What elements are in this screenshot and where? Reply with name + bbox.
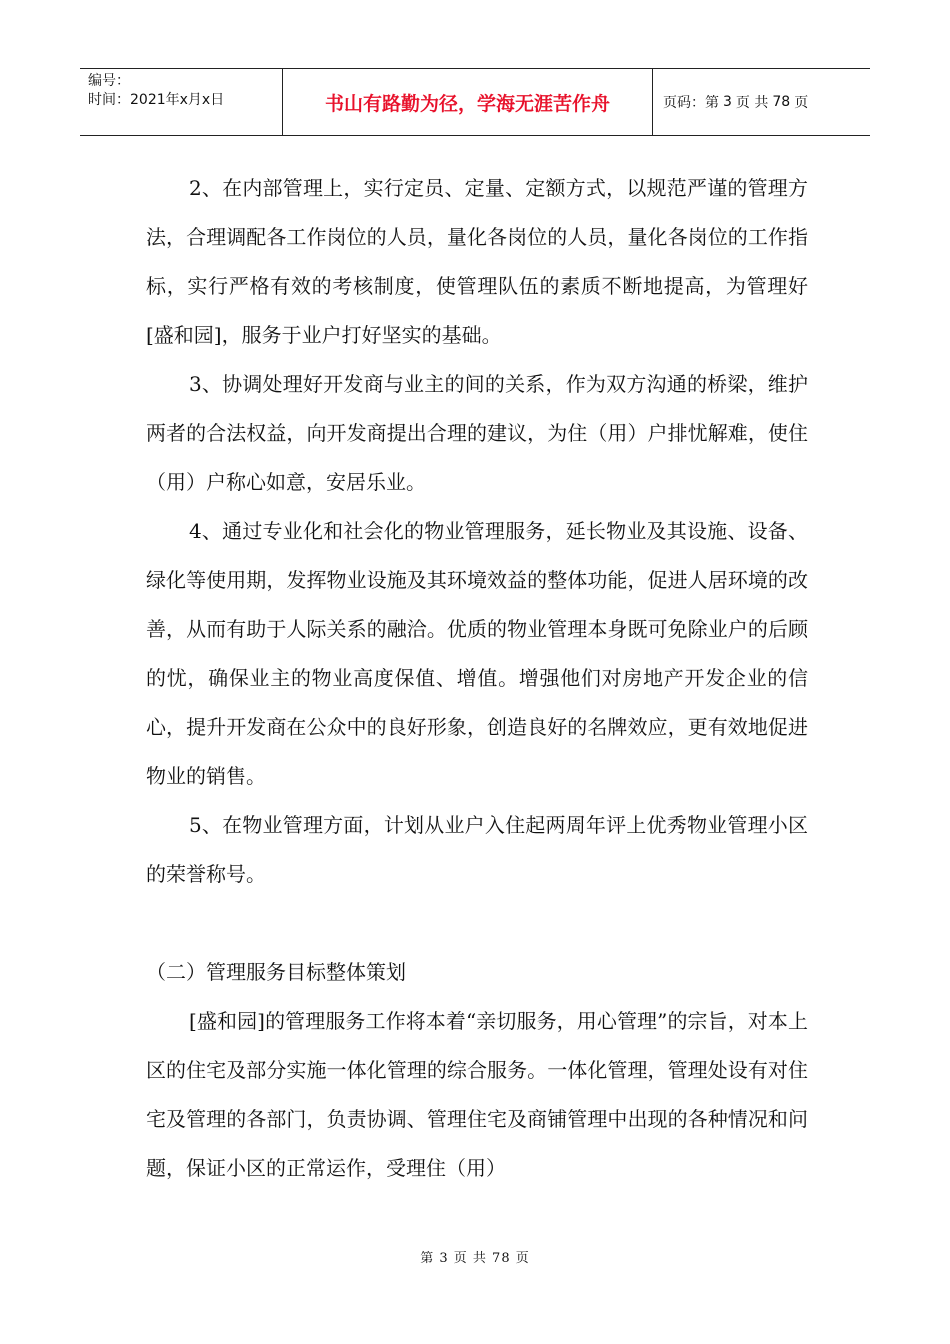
page-footer: 第 3 页 共 78 页	[420, 1251, 530, 1266]
page-header	[80, 68, 870, 136]
section-heading: （二）管理服务目标整体策划	[146, 960, 406, 984]
page-prefix: 页码：第	[663, 95, 719, 111]
document-time-label: 时间：2021年x月x日	[88, 92, 225, 108]
paragraph-4: 4、通过专业化和社会化的物业管理服务，延长物业及其设施、设备、绿化等使用期，发挥物业设施及其环境效益的整体功能，促进人居环境的改善，从而有助于人际关系的融洽。优质的物业管理本身既可免除业户的后顾的忧，确保业主的物业高度保值、增值。增强他们对房地产开发企业的信心，提升开发商在公众中的良好形象，创造良好的名牌效应，更有效地促进物业的销售。	[146, 519, 808, 788]
header-motto: 书山有路勤为径，学海无涯苦作舟	[282, 69, 653, 135]
section-paragraph: [盛和园]的管理服务工作将本着“亲切服务，用心管理”的宗旨，对本上区的住宅及部分实施一体化管理的综合服务。一体化管理，管理处设有对住宅及管理的各部门，负责协调、管理住宅及商铺管理中出现的各种情况和问题，保证小区的正常运作，受理住（用）	[146, 1009, 808, 1180]
document-body	[146, 164, 808, 1193]
page-suffix: 页	[794, 95, 809, 111]
paragraph-5: 5、在物业管理方面，计划从业户入住起两周年评上优秀物业管理小区的荣誉称号。	[146, 813, 808, 886]
paragraph-2: 2、在内部管理上，实行定员、定量、定额方式，以规范严谨的管理方法，合理调配各工作岗位的人员，量化各岗位的人员，量化各岗位的工作指标，实行严格有效的考核制度，使管理队伍的素质不断地提高，为管理好[盛和园]，服务于业户打好坚实的基础。	[146, 176, 808, 347]
page-current: 3	[723, 94, 732, 110]
header-meta	[80, 69, 282, 135]
document-number-label: 编号：	[88, 73, 130, 89]
page-total: 78	[772, 94, 791, 110]
page-middle: 页 共	[735, 95, 769, 111]
header-page-info	[653, 69, 870, 135]
paragraph-3: 3、协调处理好开发商与业主的间的关系，作为双方沟通的桥梁，维护两者的合法权益，向开发商提出合理的建议，为住（用）户排忧解难，使住（用）户称心如意，安居乐业。	[146, 372, 808, 494]
